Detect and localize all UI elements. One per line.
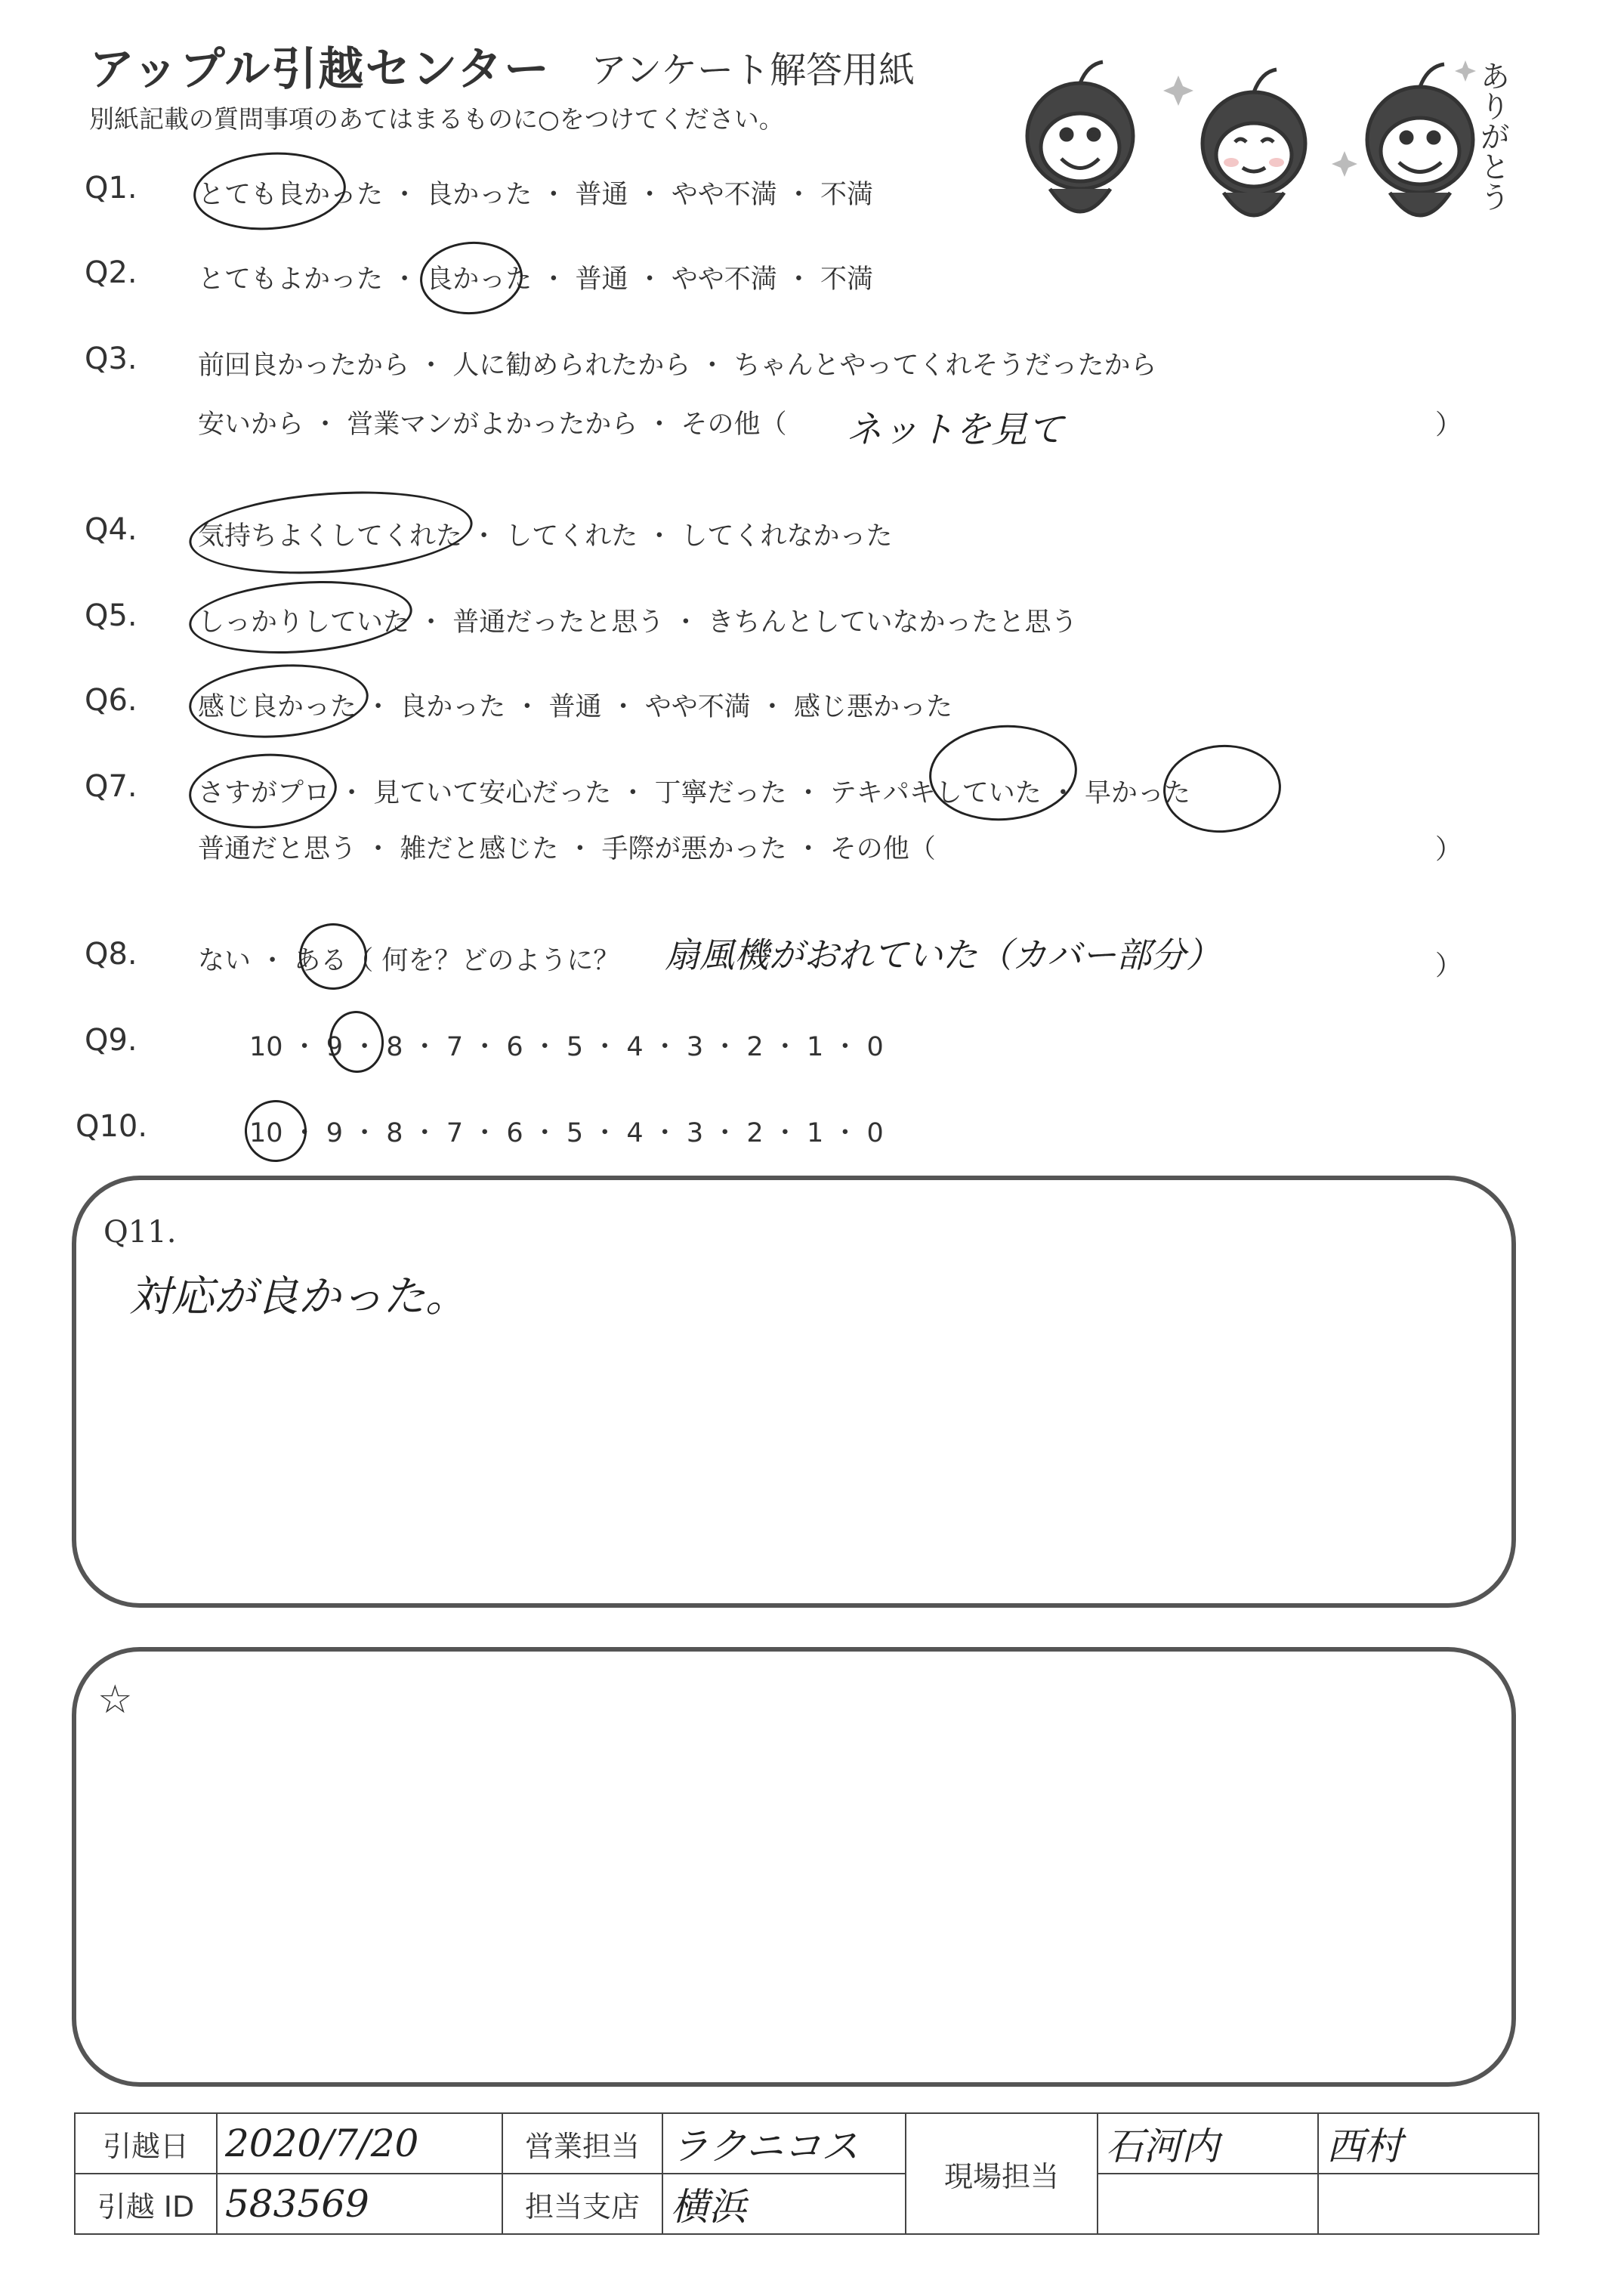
q6-label: Q6.: [85, 683, 137, 718]
q7-circle-mark-1: [187, 749, 339, 833]
q4-circle-mark: [187, 483, 475, 583]
monkey-3-icon: [1367, 64, 1473, 215]
branch-label: 担当支店: [502, 2174, 662, 2234]
q5-circle-mark: [187, 574, 415, 660]
q9-label: Q9.: [85, 1023, 137, 1058]
q11-comment-box: [72, 1176, 1516, 1608]
move-date-label: 引越日: [75, 2113, 217, 2174]
q11-handwritten-comment: 対応が良かった。: [129, 1272, 468, 1321]
q9-scale: 10 ・ 9 ・ 8 ・ 7 ・ 6 ・ 5 ・ 4 ・ 3 ・ 2 ・ 1 ・ 0: [249, 1032, 884, 1062]
move-id-value: 583569: [217, 2174, 502, 2234]
sales-rep-label: 営業担当: [502, 2113, 662, 2174]
q8-label: Q8.: [85, 937, 137, 972]
q2-label: Q2.: [85, 255, 137, 290]
q7-circle-mark-3: [1160, 741, 1284, 837]
instruction-text: 別紙記載の質問事項のあてはまるものに○をつけてください。: [89, 104, 784, 134]
q10-circle-mark: [242, 1098, 309, 1164]
star-comment-box: [72, 1647, 1516, 2087]
q5-label: Q5.: [85, 598, 137, 633]
site-staff-empty-2: [1318, 2174, 1539, 2234]
site-staff-empty-1: [1098, 2174, 1318, 2234]
q8-handwritten-answer: 扇風機がおれていた（カバー部分）: [665, 935, 1221, 975]
branch-value: 横浜: [662, 2174, 906, 2234]
move-date-value: 2020/7/20: [217, 2113, 502, 2174]
q10-label: Q10.: [76, 1109, 148, 1144]
q11-label: Q11.: [103, 1215, 177, 1250]
thanks-text: ありがとう: [1475, 60, 1510, 212]
q4-options: 気持ちよくしてくれた ・ してくれた ・ してくれなかった: [198, 521, 893, 552]
q5-options: しっかりしていた ・ 普通だったと思う ・ きちんとしていなかったと思う: [198, 607, 1078, 638]
company-name: アップル引越センター: [89, 43, 551, 96]
q4-label: Q4.: [85, 512, 137, 547]
q2-options: とてもよかった ・ 良かった ・ 普通 ・ やや不満 ・ 不満: [198, 264, 874, 295]
q2-circle-mark: [418, 238, 525, 317]
move-info-table: [74, 2112, 1539, 2235]
q10-scale: 10 ・ 9 ・ 8 ・ 7 ・ 6 ・ 5 ・ 4 ・ 3 ・ 2 ・ 1 ・ 0: [249, 1118, 884, 1148]
q7-options-line1: さすがプロ ・ 見ていて安心だった ・ 丁寧だった ・ テキパキしていた ・ 早かった: [198, 778, 1191, 808]
monkey-mascots-illustration: [1005, 45, 1526, 242]
q6-options: 感じ良かった ・ 良かった ・ 普通 ・ やや不満 ・ 感じ悪かった: [198, 692, 953, 722]
site-staff-value-2: 西村: [1318, 2113, 1539, 2174]
site-staff-value-1: 石河内: [1098, 2113, 1318, 2174]
q8-circle-mark: [297, 921, 369, 992]
q7-options-line2: 普通だと思う ・ 雑だと感じた ・ 手際が悪かった ・ その他（: [198, 834, 936, 864]
q1-label: Q1.: [85, 171, 137, 206]
q3-options-line2: 安いから ・ 営業マンがよかったから ・ その他（: [198, 409, 787, 440]
q3-other-handwritten: ネットを見て: [846, 409, 1064, 451]
q3-label: Q3.: [85, 341, 137, 376]
move-id-label: 引越 ID: [75, 2174, 217, 2234]
q8-options: ない ・ ある（ 何を？どのように？: [198, 946, 620, 976]
q6-circle-mark: [187, 659, 371, 743]
star-label: ☆: [97, 1677, 133, 1723]
q8-close-paren: ）: [1435, 950, 1463, 981]
q1-circle-mark: [191, 147, 349, 235]
q3-options-line1: 前回良かったから ・ 人に勧められたから ・ ちゃんとやってくれそうだったから: [198, 351, 1157, 381]
monkey-1-icon: [1027, 62, 1133, 212]
site-staff-label: 現場担当: [906, 2113, 1098, 2234]
q7-close-paren: ）: [1435, 834, 1463, 865]
q3-close-paren: ）: [1435, 409, 1463, 440]
q9-circle-mark: [327, 1009, 386, 1075]
monkey-2-icon: [1203, 70, 1305, 215]
q7-label: Q7.: [85, 769, 137, 804]
sales-rep-value: ラクニコス: [662, 2113, 906, 2174]
q1-options: とても良かった ・ 良かった ・ 普通 ・ やや不満 ・ 不満: [198, 180, 874, 210]
form-title: アンケート解答用紙: [591, 49, 915, 91]
